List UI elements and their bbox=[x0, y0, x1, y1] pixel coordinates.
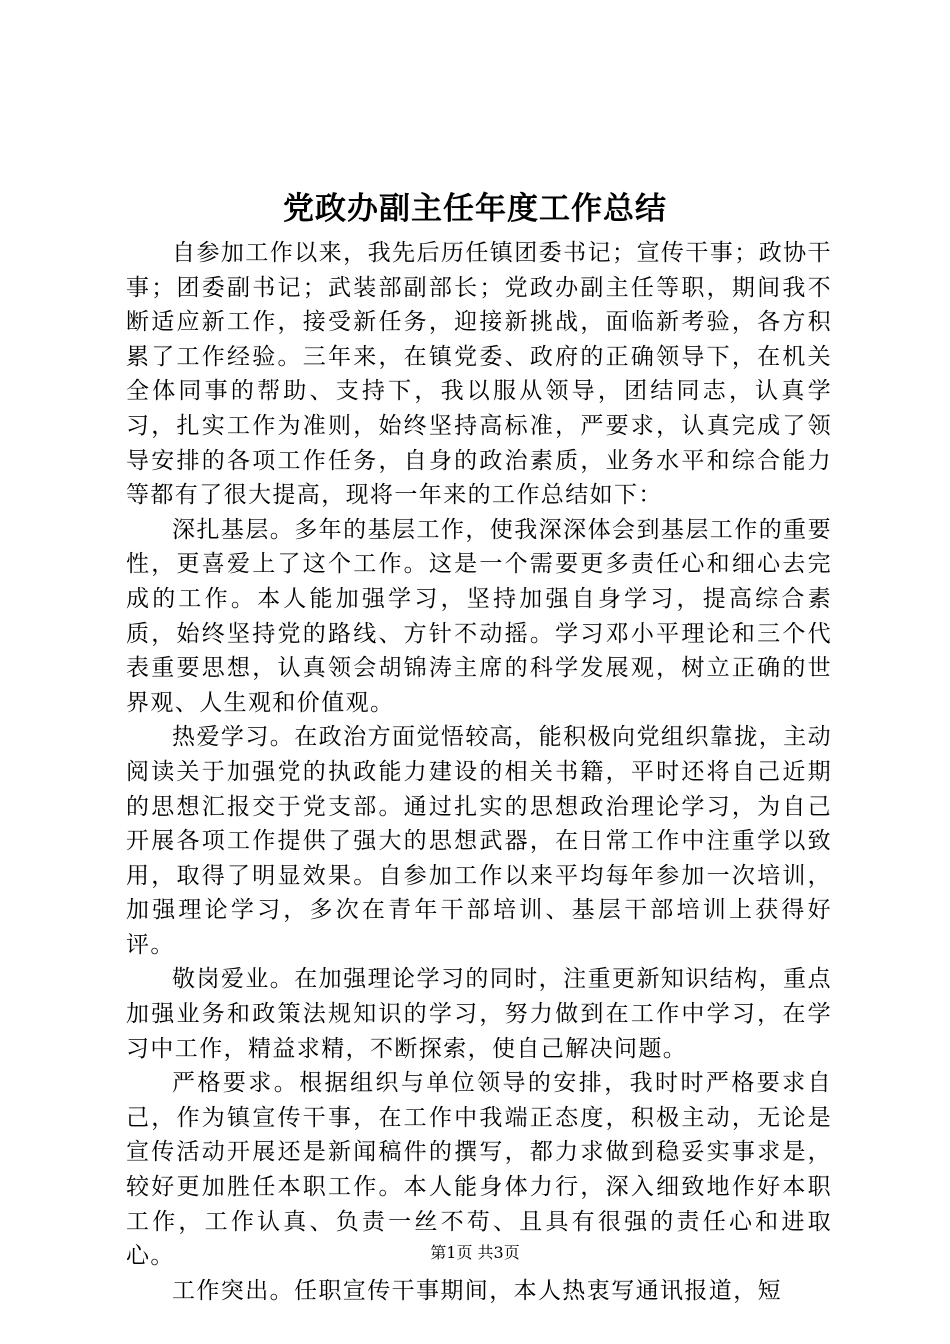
page-number: 第1页 共3页 bbox=[430, 1243, 520, 1262]
paragraph-learning: 热爱学习。在政治方面觉悟较高，能积极向党组织靠拢，主动阅读关于加强党的执政能力建设的相关书籍，平时还将自己近期的思想汇报交于党支部。通过扎实的思想政治理论学习，为自己开展各项工作提供了强大的思想武器，在日常工作中注重学以致用，取得了明显效果。自参加工作以来平均每年参加一次培训，加强理论学习，多次在青年干部培训、基层干部培训上获得好评。 bbox=[126, 724, 832, 958]
paragraph-intro: 自参加工作以来，我先后历任镇团委书记；宣传干事；政协干事；团委副书记；武装部副部长；党政办副主任等职，期间我不断适应新工作，接受新任务，迎接新挑战，面临新考验，各方积累了工作经验。三年来，在镇党委、政府的正确领导下，在机关全体同事的帮助、支持下，我以服从领导，团结同志，认真学习，扎实工作为准则，始终坚持高标准，严要求，认真完成了领导安排的各项工作任务，自身的政治素质，业务水平和综合能力等都有了很大提高，现将一年来的工作总结如下： bbox=[126, 240, 832, 509]
paragraph-outstanding-work: 工作突出。任职宣传干事期间，本人热衷写通讯报道，短 bbox=[172, 1277, 782, 1304]
document-body bbox=[126, 236, 832, 1308]
page-title: 党政办副主任年度工作总结 bbox=[283, 191, 667, 227]
paragraph-dedication: 敬岗爱业。在加强理论学习的同时，注重更新知识结构，重点加强业务和政策法规知识的学习，努力做到在工作中学习，在学习中工作，精益求精，不断探索，使自己解决问题。 bbox=[126, 966, 832, 1062]
paragraph-strict-requirements: 严格要求。根据组织与单位领导的安排，我时时严格要求自己，作为镇宣传干事，在工作中我端正态度，积极主动，无论是宣传活动开展还是新闻稿件的撰写，都力求做到稳妥实事求是，较好更加胜任本职工作。本人能身体力行，深入细致地作好本职工作，工作认真、负责一丝不苟、且具有很强的责任心和进取心。 bbox=[126, 1070, 832, 1270]
paragraph-grassroots: 深扎基层。多年的基层工作，使我深深体会到基层工作的重要性，更喜爱上了这个工作。这是一个需要更多责任心和细心去完成的工作。本人能加强学习，坚持加强自身学习，提高综合素质，始终坚持党的路线、方针不动摇。学习邓小平理论和三个代表重要思想，认真领会胡锦涛主席的科学发展观，树立正确的世界观、人生观和价值观。 bbox=[126, 516, 832, 716]
